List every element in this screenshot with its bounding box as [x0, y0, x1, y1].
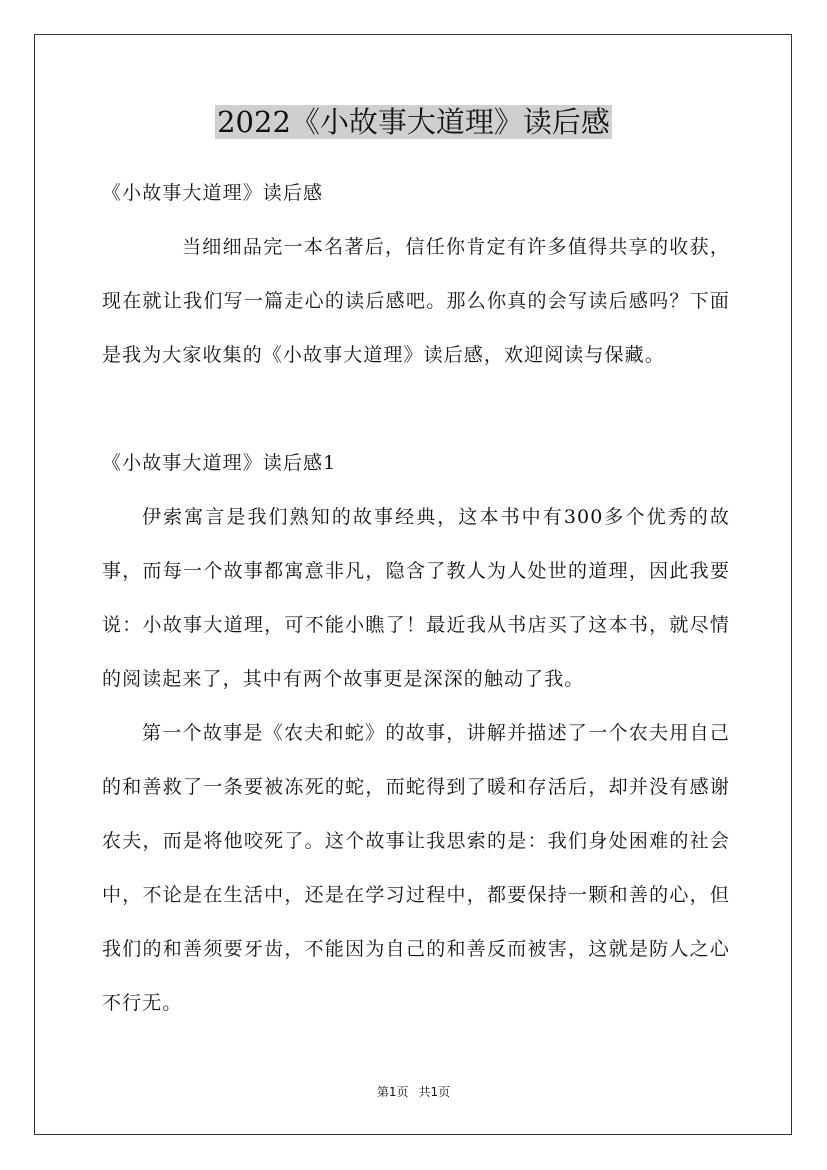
body-paragraph-1: 伊索寓言是我们熟知的故事经典，这本书中有300多个优秀的故事，而每一个故事都寓意非凡，隐含了教人为人处世的道理，因此我要说：小故事大道理，可不能小瞧了！最近我从书店买了这本书，就尽情的阅读起来了，其中有两个故事更是深深的触动了我。 [102, 506, 730, 690]
page-total: 共1页 [418, 1085, 451, 1099]
document-body [102, 166, 730, 1030]
body-paragraph-2: 第一个故事是《农夫和蛇》的故事，讲解并描述了一个农夫用自己的和善救了一条要被冻死的蛇，而蛇得到了暖和存活后，却并没有感谢农夫，而是将他咬死了。这个故事让我思索的是：我们身处困难的社会中，不论是在生活中，还是在学习过程中，都要保持一颗和善的心，但我们的和善须要牙齿，不能因为自己的和善反而被害，这就是防人之心不行无。 [102, 722, 730, 1014]
document-subtitle: 《小故事大道理》读后感 [102, 182, 324, 204]
intro-paragraph: 当细细品完一本名著后，信任你肯定有许多值得共享的收获，现在就让我们写一篇走心的读后感吧。那么你真的会写读后感吗？下面是我为大家收集的《小故事大道理》读后感，欢迎阅读与保藏。 [102, 236, 730, 366]
document-title [0, 100, 827, 144]
section-heading: 《小故事大道理》读后感1 [102, 452, 337, 474]
document-title-text: 2022《小故事大道理》读后感 [217, 105, 610, 139]
page-footer [0, 1083, 827, 1100]
page-number: 第1页 [376, 1085, 409, 1099]
